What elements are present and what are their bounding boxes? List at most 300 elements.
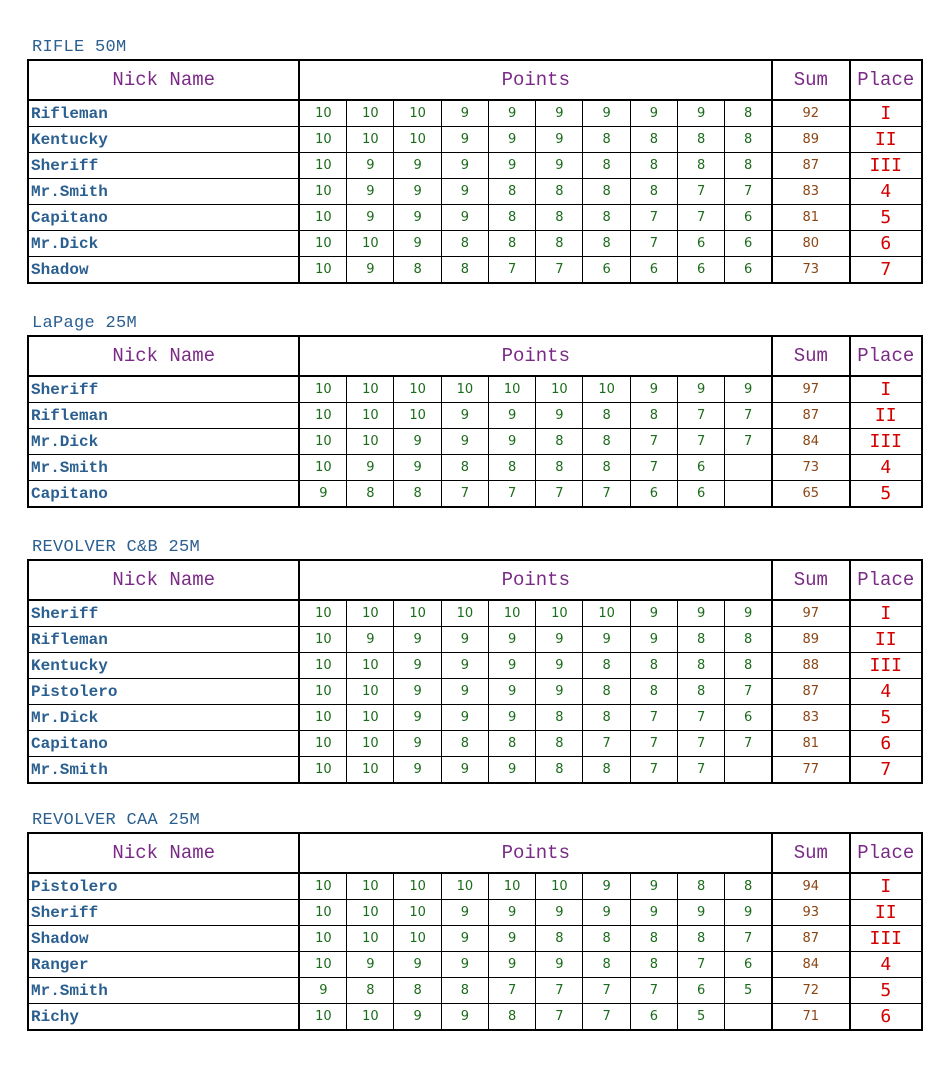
shot-score: 10 [347, 757, 394, 784]
shot-score: 8 [536, 429, 583, 455]
placement: 4 [850, 679, 922, 705]
shot-score: 9 [441, 403, 488, 429]
shot-score: 6 [725, 205, 772, 231]
shot-score: 10 [347, 403, 394, 429]
shot-score: 10 [394, 100, 441, 127]
shot-score: 10 [299, 679, 346, 705]
section-title: LaPage 25M [32, 314, 138, 333]
shot-score: 10 [394, 403, 441, 429]
table-row [28, 653, 922, 679]
shooter-name: Capitano [28, 481, 299, 508]
shot-score: 10 [394, 376, 441, 403]
table-row [28, 100, 922, 127]
shot-score: 9 [488, 429, 535, 455]
shot-score: 8 [488, 179, 535, 205]
shooter-name: Kentucky [28, 127, 299, 153]
shot-score: 8 [347, 481, 394, 508]
shot-score: 9 [394, 627, 441, 653]
placement: III [850, 926, 922, 952]
shot-score: 8 [583, 679, 630, 705]
nick-name-header: Nick Name [28, 336, 299, 376]
points-header: Points [299, 833, 772, 873]
shooter-name: Rifleman [28, 627, 299, 653]
table-row [28, 873, 922, 900]
shot-score: 9 [677, 376, 724, 403]
shot-score: 10 [299, 900, 346, 926]
shot-score: 8 [677, 679, 724, 705]
shot-score: 8 [488, 231, 535, 257]
shot-score: 9 [299, 978, 346, 1004]
shot-score: 9 [441, 429, 488, 455]
shot-score: 7 [677, 429, 724, 455]
shot-score: 8 [488, 731, 535, 757]
shot-score: 7 [583, 481, 630, 508]
table-row [28, 627, 922, 653]
place-header: Place [850, 336, 922, 376]
results-table [27, 832, 923, 1031]
shot-score: 9 [299, 481, 346, 508]
section-title: REVOLVER CAA 25M [32, 811, 201, 830]
shot-score: 9 [347, 153, 394, 179]
shot-score: 9 [441, 179, 488, 205]
shot-score: 10 [394, 900, 441, 926]
score-sum: 71 [772, 1004, 849, 1031]
shot-score: 10 [441, 600, 488, 627]
shot-score: 9 [441, 705, 488, 731]
shooter-name: Mr.Dick [28, 231, 299, 257]
shot-score: 9 [536, 952, 583, 978]
table-row [28, 455, 922, 481]
sum-header: Sum [772, 833, 849, 873]
shot-score: 6 [725, 257, 772, 284]
shot-score: 9 [488, 403, 535, 429]
shot-score: 7 [725, 731, 772, 757]
shot-score: 10 [347, 653, 394, 679]
score-sum: 94 [772, 873, 849, 900]
placement: II [850, 900, 922, 926]
shot-score [725, 481, 772, 508]
shot-score: 7 [725, 429, 772, 455]
shot-score: 10 [488, 873, 535, 900]
placement: 6 [850, 231, 922, 257]
placement: 4 [850, 952, 922, 978]
score-sum: 87 [772, 403, 849, 429]
score-sum: 87 [772, 679, 849, 705]
section-title: REVOLVER C&B 25M [32, 538, 201, 557]
shot-score: 9 [347, 205, 394, 231]
shot-score: 6 [677, 481, 724, 508]
placement: 6 [850, 731, 922, 757]
table-row [28, 153, 922, 179]
shot-score: 7 [441, 481, 488, 508]
shot-score: 6 [725, 952, 772, 978]
shot-score: 8 [394, 257, 441, 284]
table-row [28, 731, 922, 757]
shot-score: 8 [583, 757, 630, 784]
shot-score: 10 [299, 757, 346, 784]
shot-score: 9 [441, 627, 488, 653]
shot-score: 10 [299, 231, 346, 257]
shot-score: 8 [630, 179, 677, 205]
score-sum: 77 [772, 757, 849, 784]
shooter-name: Kentucky [28, 653, 299, 679]
shot-score: 9 [677, 600, 724, 627]
shot-score: 10 [347, 100, 394, 127]
table-row [28, 231, 922, 257]
shot-score: 10 [299, 257, 346, 284]
sum-header: Sum [772, 336, 849, 376]
score-sum: 88 [772, 653, 849, 679]
shot-score: 9 [583, 900, 630, 926]
shot-score: 10 [536, 873, 583, 900]
score-sum: 97 [772, 376, 849, 403]
shot-score: 10 [441, 376, 488, 403]
header-row [28, 560, 922, 600]
shot-score: 9 [488, 653, 535, 679]
shot-score: 7 [536, 1004, 583, 1031]
results-section [27, 810, 923, 1031]
shot-score: 10 [299, 1004, 346, 1031]
shot-score: 9 [536, 900, 583, 926]
shot-score: 9 [488, 627, 535, 653]
shooter-name: Mr.Smith [28, 455, 299, 481]
shot-score: 10 [299, 403, 346, 429]
shot-score: 8 [583, 926, 630, 952]
shot-score: 8 [488, 455, 535, 481]
shot-score: 9 [441, 900, 488, 926]
shot-score: 10 [347, 376, 394, 403]
shot-score: 10 [299, 600, 346, 627]
shooter-name: Sheriff [28, 600, 299, 627]
shot-score: 9 [536, 627, 583, 653]
shot-score: 9 [583, 627, 630, 653]
shot-score: 9 [347, 179, 394, 205]
shot-score: 9 [630, 100, 677, 127]
placement: III [850, 653, 922, 679]
shot-score: 8 [677, 653, 724, 679]
table-row [28, 679, 922, 705]
shot-score: 9 [677, 900, 724, 926]
shot-score: 7 [488, 481, 535, 508]
shot-score: 6 [677, 231, 724, 257]
place-header: Place [850, 833, 922, 873]
shot-score: 7 [725, 926, 772, 952]
shooter-name: Capitano [28, 731, 299, 757]
score-sum: 83 [772, 705, 849, 731]
placement: 7 [850, 757, 922, 784]
score-sum: 87 [772, 153, 849, 179]
shot-score: 9 [394, 653, 441, 679]
shot-score: 8 [536, 757, 583, 784]
score-sum: 89 [772, 127, 849, 153]
section-title: RIFLE 50M [32, 38, 127, 57]
shot-score: 8 [583, 952, 630, 978]
shot-score: 7 [630, 205, 677, 231]
table-row [28, 429, 922, 455]
shot-score: 10 [347, 926, 394, 952]
shot-score: 6 [677, 978, 724, 1004]
shot-score: 9 [630, 600, 677, 627]
shot-score: 8 [677, 873, 724, 900]
table-row [28, 757, 922, 784]
nick-name-header: Nick Name [28, 833, 299, 873]
placement: 4 [850, 455, 922, 481]
shot-score: 6 [583, 257, 630, 284]
shot-score: 5 [725, 978, 772, 1004]
placement: I [850, 376, 922, 403]
score-sum: 80 [772, 231, 849, 257]
table-row [28, 978, 922, 1004]
shot-score: 9 [347, 952, 394, 978]
shot-score: 8 [394, 481, 441, 508]
shot-score: 9 [488, 153, 535, 179]
shot-score: 8 [394, 978, 441, 1004]
shot-score: 10 [347, 873, 394, 900]
shooter-name: Ranger [28, 952, 299, 978]
shot-score: 10 [583, 376, 630, 403]
shot-score: 6 [630, 481, 677, 508]
table-row [28, 600, 922, 627]
shot-score: 9 [725, 600, 772, 627]
shot-score: 8 [583, 653, 630, 679]
shot-score: 7 [583, 731, 630, 757]
table-row [28, 481, 922, 508]
shot-score: 10 [299, 653, 346, 679]
shot-score: 10 [347, 679, 394, 705]
shot-score: 8 [441, 257, 488, 284]
shot-score: 8 [583, 403, 630, 429]
table-row [28, 179, 922, 205]
shot-score: 8 [536, 179, 583, 205]
shot-score: 9 [725, 900, 772, 926]
placement: 5 [850, 978, 922, 1004]
header-row [28, 336, 922, 376]
shot-score: 9 [441, 926, 488, 952]
table-row [28, 926, 922, 952]
shot-score: 10 [394, 127, 441, 153]
shot-score: 9 [394, 1004, 441, 1031]
shot-score: 7 [630, 731, 677, 757]
shot-score: 9 [394, 179, 441, 205]
score-sum: 84 [772, 952, 849, 978]
shot-score: 8 [725, 153, 772, 179]
score-sum: 73 [772, 455, 849, 481]
shot-score: 10 [299, 873, 346, 900]
shot-score: 8 [583, 455, 630, 481]
shot-score: 8 [677, 153, 724, 179]
shot-score: 9 [394, 731, 441, 757]
shot-score: 8 [583, 429, 630, 455]
placement: 5 [850, 205, 922, 231]
shot-score: 8 [630, 952, 677, 978]
shot-score: 9 [630, 376, 677, 403]
shot-score: 9 [488, 100, 535, 127]
shooter-name: Shadow [28, 257, 299, 284]
shot-score: 9 [488, 757, 535, 784]
placement: I [850, 873, 922, 900]
shooter-name: Pistolero [28, 679, 299, 705]
shot-score: 7 [536, 978, 583, 1004]
shot-score: 10 [394, 600, 441, 627]
shot-score: 10 [299, 179, 346, 205]
table-row [28, 205, 922, 231]
shot-score: 9 [536, 403, 583, 429]
shot-score: 7 [630, 757, 677, 784]
table-row [28, 900, 922, 926]
nick-name-header: Nick Name [28, 560, 299, 600]
shot-score: 9 [677, 100, 724, 127]
shot-score: 9 [394, 429, 441, 455]
shooter-name: Shadow [28, 926, 299, 952]
shooter-name: Mr.Smith [28, 978, 299, 1004]
placement: II [850, 627, 922, 653]
shot-score: 7 [677, 731, 724, 757]
score-sum: 65 [772, 481, 849, 508]
shooter-name: Mr.Dick [28, 705, 299, 731]
shot-score: 9 [630, 873, 677, 900]
shot-score: 9 [441, 1004, 488, 1031]
placement: I [850, 100, 922, 127]
shot-score: 8 [488, 205, 535, 231]
shot-score: 8 [630, 127, 677, 153]
shot-score: 8 [583, 127, 630, 153]
shot-score: 10 [299, 455, 346, 481]
shot-score: 10 [299, 627, 346, 653]
shot-score: 8 [536, 231, 583, 257]
table-row [28, 1004, 922, 1031]
shot-score: 6 [630, 257, 677, 284]
shot-score: 7 [677, 179, 724, 205]
shot-score: 7 [725, 403, 772, 429]
table-row [28, 257, 922, 284]
shot-score: 10 [299, 705, 346, 731]
shooter-name: Mr.Smith [28, 757, 299, 784]
shot-score: 6 [677, 257, 724, 284]
shot-score: 8 [630, 653, 677, 679]
shooter-name: Rifleman [28, 403, 299, 429]
results-table [27, 335, 923, 508]
shot-score: 10 [488, 600, 535, 627]
shot-score: 8 [583, 705, 630, 731]
shot-score: 9 [725, 376, 772, 403]
shot-score: 8 [677, 127, 724, 153]
table-row [28, 127, 922, 153]
shot-score: 9 [488, 900, 535, 926]
shot-score: 8 [441, 455, 488, 481]
table-row [28, 403, 922, 429]
points-header: Points [299, 560, 772, 600]
placement: II [850, 403, 922, 429]
results-section [27, 37, 923, 284]
shooter-name: Richy [28, 1004, 299, 1031]
score-sum: 81 [772, 205, 849, 231]
shooter-name: Pistolero [28, 873, 299, 900]
shot-score: 9 [536, 153, 583, 179]
shot-score: 9 [347, 455, 394, 481]
shot-score: 7 [536, 257, 583, 284]
shot-score: 10 [299, 731, 346, 757]
shot-score: 9 [536, 679, 583, 705]
shot-score: 8 [441, 731, 488, 757]
shot-score: 7 [677, 952, 724, 978]
shot-score: 8 [347, 978, 394, 1004]
placement: 6 [850, 1004, 922, 1031]
placement: 5 [850, 481, 922, 508]
shot-score: 8 [725, 100, 772, 127]
shot-score: 9 [441, 952, 488, 978]
placement: 5 [850, 705, 922, 731]
shot-score: 6 [725, 705, 772, 731]
shot-score: 8 [583, 231, 630, 257]
score-sum: 72 [772, 978, 849, 1004]
shooter-name: Mr.Dick [28, 429, 299, 455]
shot-score: 8 [630, 403, 677, 429]
shot-score: 8 [725, 653, 772, 679]
shot-score: 9 [441, 757, 488, 784]
shot-score: 9 [536, 100, 583, 127]
score-sum: 89 [772, 627, 849, 653]
shot-score: 7 [630, 455, 677, 481]
shot-score: 10 [441, 873, 488, 900]
shot-score: 7 [536, 481, 583, 508]
table-row [28, 376, 922, 403]
shot-score: 8 [725, 873, 772, 900]
shot-score: 7 [677, 757, 724, 784]
shot-score: 8 [536, 455, 583, 481]
shot-score: 9 [488, 127, 535, 153]
shot-score: 8 [725, 627, 772, 653]
shot-score: 10 [347, 705, 394, 731]
score-sum: 92 [772, 100, 849, 127]
shot-score: 10 [347, 900, 394, 926]
shot-score: 9 [441, 679, 488, 705]
shot-score: 8 [441, 978, 488, 1004]
shot-score: 9 [630, 627, 677, 653]
results-table [27, 559, 923, 784]
shot-score: 9 [488, 705, 535, 731]
shot-score: 7 [677, 205, 724, 231]
shot-score: 10 [347, 600, 394, 627]
shot-score: 10 [536, 600, 583, 627]
shot-score: 8 [677, 926, 724, 952]
shooter-name: Sheriff [28, 376, 299, 403]
placement: III [850, 153, 922, 179]
shot-score: 8 [536, 705, 583, 731]
score-sum: 81 [772, 731, 849, 757]
shot-score: 9 [488, 926, 535, 952]
points-header: Points [299, 336, 772, 376]
sum-header: Sum [772, 560, 849, 600]
shot-score: 10 [299, 100, 346, 127]
shot-score: 10 [347, 731, 394, 757]
shot-score: 8 [583, 153, 630, 179]
shot-score: 6 [725, 231, 772, 257]
shooter-name: Capitano [28, 205, 299, 231]
shot-score [725, 455, 772, 481]
shot-score: 7 [630, 231, 677, 257]
shot-score: 10 [347, 1004, 394, 1031]
shot-score: 9 [394, 757, 441, 784]
shot-score [725, 1004, 772, 1031]
points-header: Points [299, 60, 772, 100]
placement: 4 [850, 179, 922, 205]
shot-score: 9 [441, 100, 488, 127]
shot-score: 10 [347, 127, 394, 153]
shot-score: 7 [725, 179, 772, 205]
shot-score: 9 [394, 231, 441, 257]
shot-score: 6 [630, 1004, 677, 1031]
shot-score: 7 [677, 403, 724, 429]
